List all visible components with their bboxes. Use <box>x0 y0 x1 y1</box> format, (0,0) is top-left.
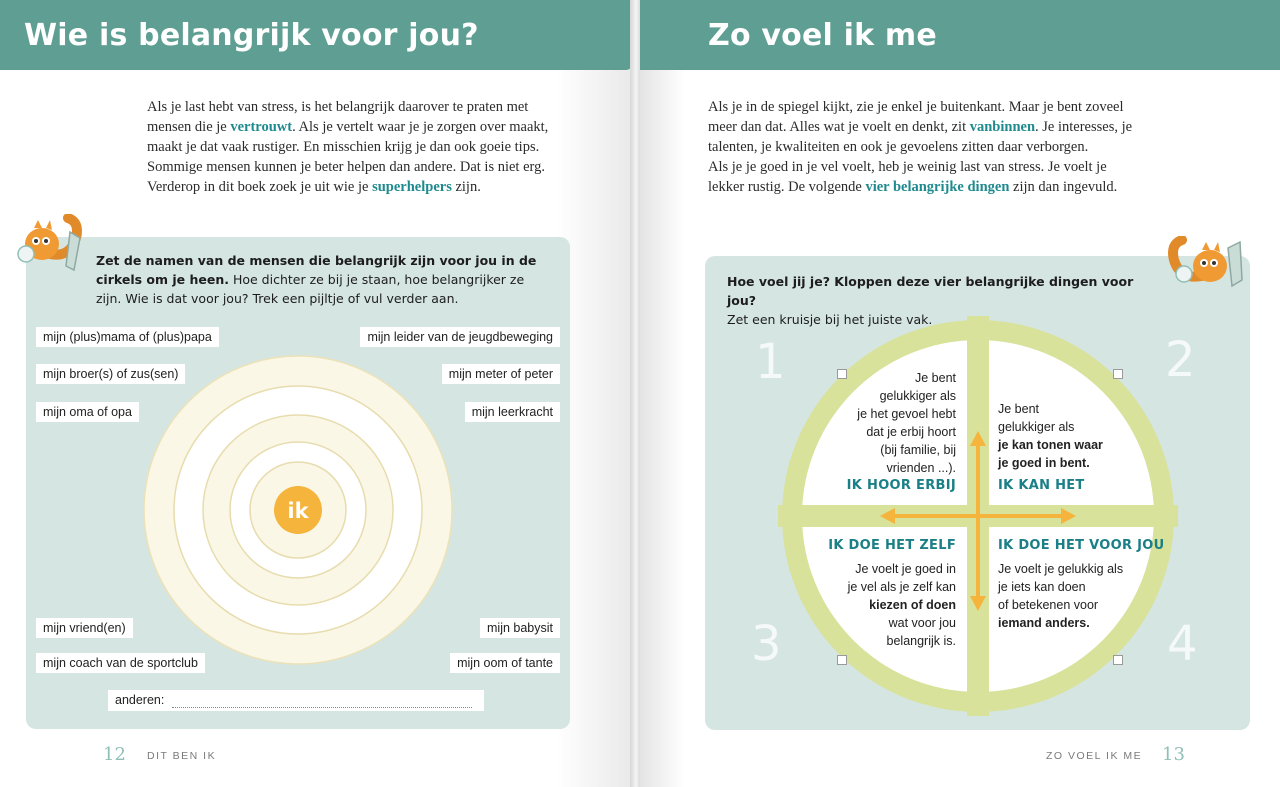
right-intro-text <box>708 97 1138 197</box>
highlight-vier-dingen: vier belangrijke dingen <box>865 179 1010 195</box>
tag-oom-tante: mijn oom of tante <box>450 653 560 673</box>
quadrant-3-text: Je voelt je goed in je vel als je zelf kan kiezen of doen wat voor jou belangrijk is. <box>847 562 956 648</box>
highlight-superhelpers: superhelpers <box>372 179 452 195</box>
tag-oma-opa: mijn oma of opa <box>36 402 139 422</box>
right-paragraph-2: Als je je goed in je vel voelt, heb je weinig last van stress. Je voelt je lekker rustig. De volgende vier belangrijke dingen zijn dan ingevuld. <box>708 159 1118 195</box>
tag-anderen[interactable] <box>108 690 484 711</box>
tag-broer-zus: mijn broer(s) of zus(sen) <box>36 364 185 384</box>
left-footer-label: DIT BEN IK <box>147 750 217 762</box>
squirrel-mascot-icon <box>1158 236 1248 298</box>
quadrant-number-4: 4 <box>1167 616 1198 672</box>
right-page-number: 13 <box>1162 744 1185 765</box>
right-instruction: Hoe voel jij je? Kloppen deze vier belangrijke dingen voor jou? Zet een kruisje bij het juiste vak. <box>727 274 1134 327</box>
tag-meter-peter: mijn meter of peter <box>442 364 560 384</box>
right-paragraph-1: Als je in de spiegel kijkt, zie je enkel je buitenkant. Maar je bent zoveel meer dan dat. Alles wat je voelt en denkt, zit vanbinnen. Je interesses, je talenten, je kwaliteiten en ook je gevoelens zitten daar verborgen. <box>708 99 1133 155</box>
left-page-title: Wie is belangrijk voor jou? <box>24 18 479 53</box>
left-page-number: 12 <box>103 744 126 765</box>
tag-leider: mijn leider van de jeugdbeweging <box>360 327 560 347</box>
quadrant-2-text: Je bent gelukkiger als je kan tonen waar je goed in bent. <box>998 402 1103 470</box>
quadrant-exercise-panel <box>705 256 1250 730</box>
center-label-ik: ik <box>287 499 309 523</box>
right-footer-label: ZO VOEL IK ME <box>1046 750 1143 762</box>
left-page <box>0 0 632 787</box>
checkbox-quadrant-4[interactable] <box>1113 655 1123 665</box>
right-title-banner <box>640 0 1280 70</box>
checkbox-quadrant-1[interactable] <box>837 369 847 379</box>
left-paragraph-2: Sommige mensen kunnen je beter helpen dan andere. Dat is niet erg. Verderop in dit boek zoek je uit wie je superhelpers zijn. <box>147 159 545 195</box>
right-page <box>640 0 1280 787</box>
left-intro-text <box>147 97 567 197</box>
tag-babysit: mijn babysit <box>480 618 560 638</box>
left-paragraph-1: Als je last hebt van stress, is het belangrijk daarover te praten met mensen die je vertrouwt. Als je vertelt waar je je zorgen over maakt, maakt je dat vaak rustiger. En misschien krijg je dan ook goeie tips. <box>147 99 549 155</box>
checkbox-quadrant-2[interactable] <box>1113 369 1123 379</box>
quadrant-1-heading: IK HOOR ERBIJ <box>846 478 956 493</box>
quadrant-1-text: Je bent gelukkiger als je het gevoel hebt dat je erbij hoort (bij familie, bij vrienden ...). <box>857 371 956 475</box>
anderen-write-line[interactable] <box>172 693 472 708</box>
tag-coach: mijn coach van de sportclub <box>36 653 205 673</box>
left-title-banner <box>0 0 632 70</box>
squirrel-mascot-icon <box>14 214 84 276</box>
quadrant-2-heading: IK KAN HET <box>998 478 1085 493</box>
quadrant-4-heading: IK DOE HET VOOR JOU <box>998 538 1165 553</box>
tag-mama-papa: mijn (plus)mama of (plus)papa <box>36 327 219 347</box>
highlight-vertrouwt: vertrouwt <box>230 119 293 135</box>
quadrant-4-text: Je voelt je gelukkig als je iets kan doen of betekenen voor iemand anders. <box>998 562 1124 630</box>
left-instruction: Zet de namen van de mensen die belangrijk zijn voor jou in de cirkels om je heen. Hoe dichter ze bij je staan, hoe belangrijker ze zijn. Wie is dat voor jou? Trek een pijltje of vul verder aan. <box>96 253 537 306</box>
quadrant-number-2: 2 <box>1165 332 1196 388</box>
tag-vrienden: mijn vriend(en) <box>36 618 133 638</box>
quadrant-number-1: 1 <box>755 334 786 390</box>
tag-leerkracht: mijn leerkracht <box>465 402 560 422</box>
quadrant-number-3: 3 <box>751 616 782 672</box>
anderen-label: anderen: <box>115 693 165 707</box>
checkbox-quadrant-3[interactable] <box>837 655 847 665</box>
highlight-vanbinnen: vanbinnen <box>969 119 1036 135</box>
circle-exercise-panel <box>26 237 570 729</box>
quadrant-3-heading: IK DOE HET ZELF <box>828 538 956 553</box>
right-page-title: Zo voel ik me <box>708 18 937 53</box>
